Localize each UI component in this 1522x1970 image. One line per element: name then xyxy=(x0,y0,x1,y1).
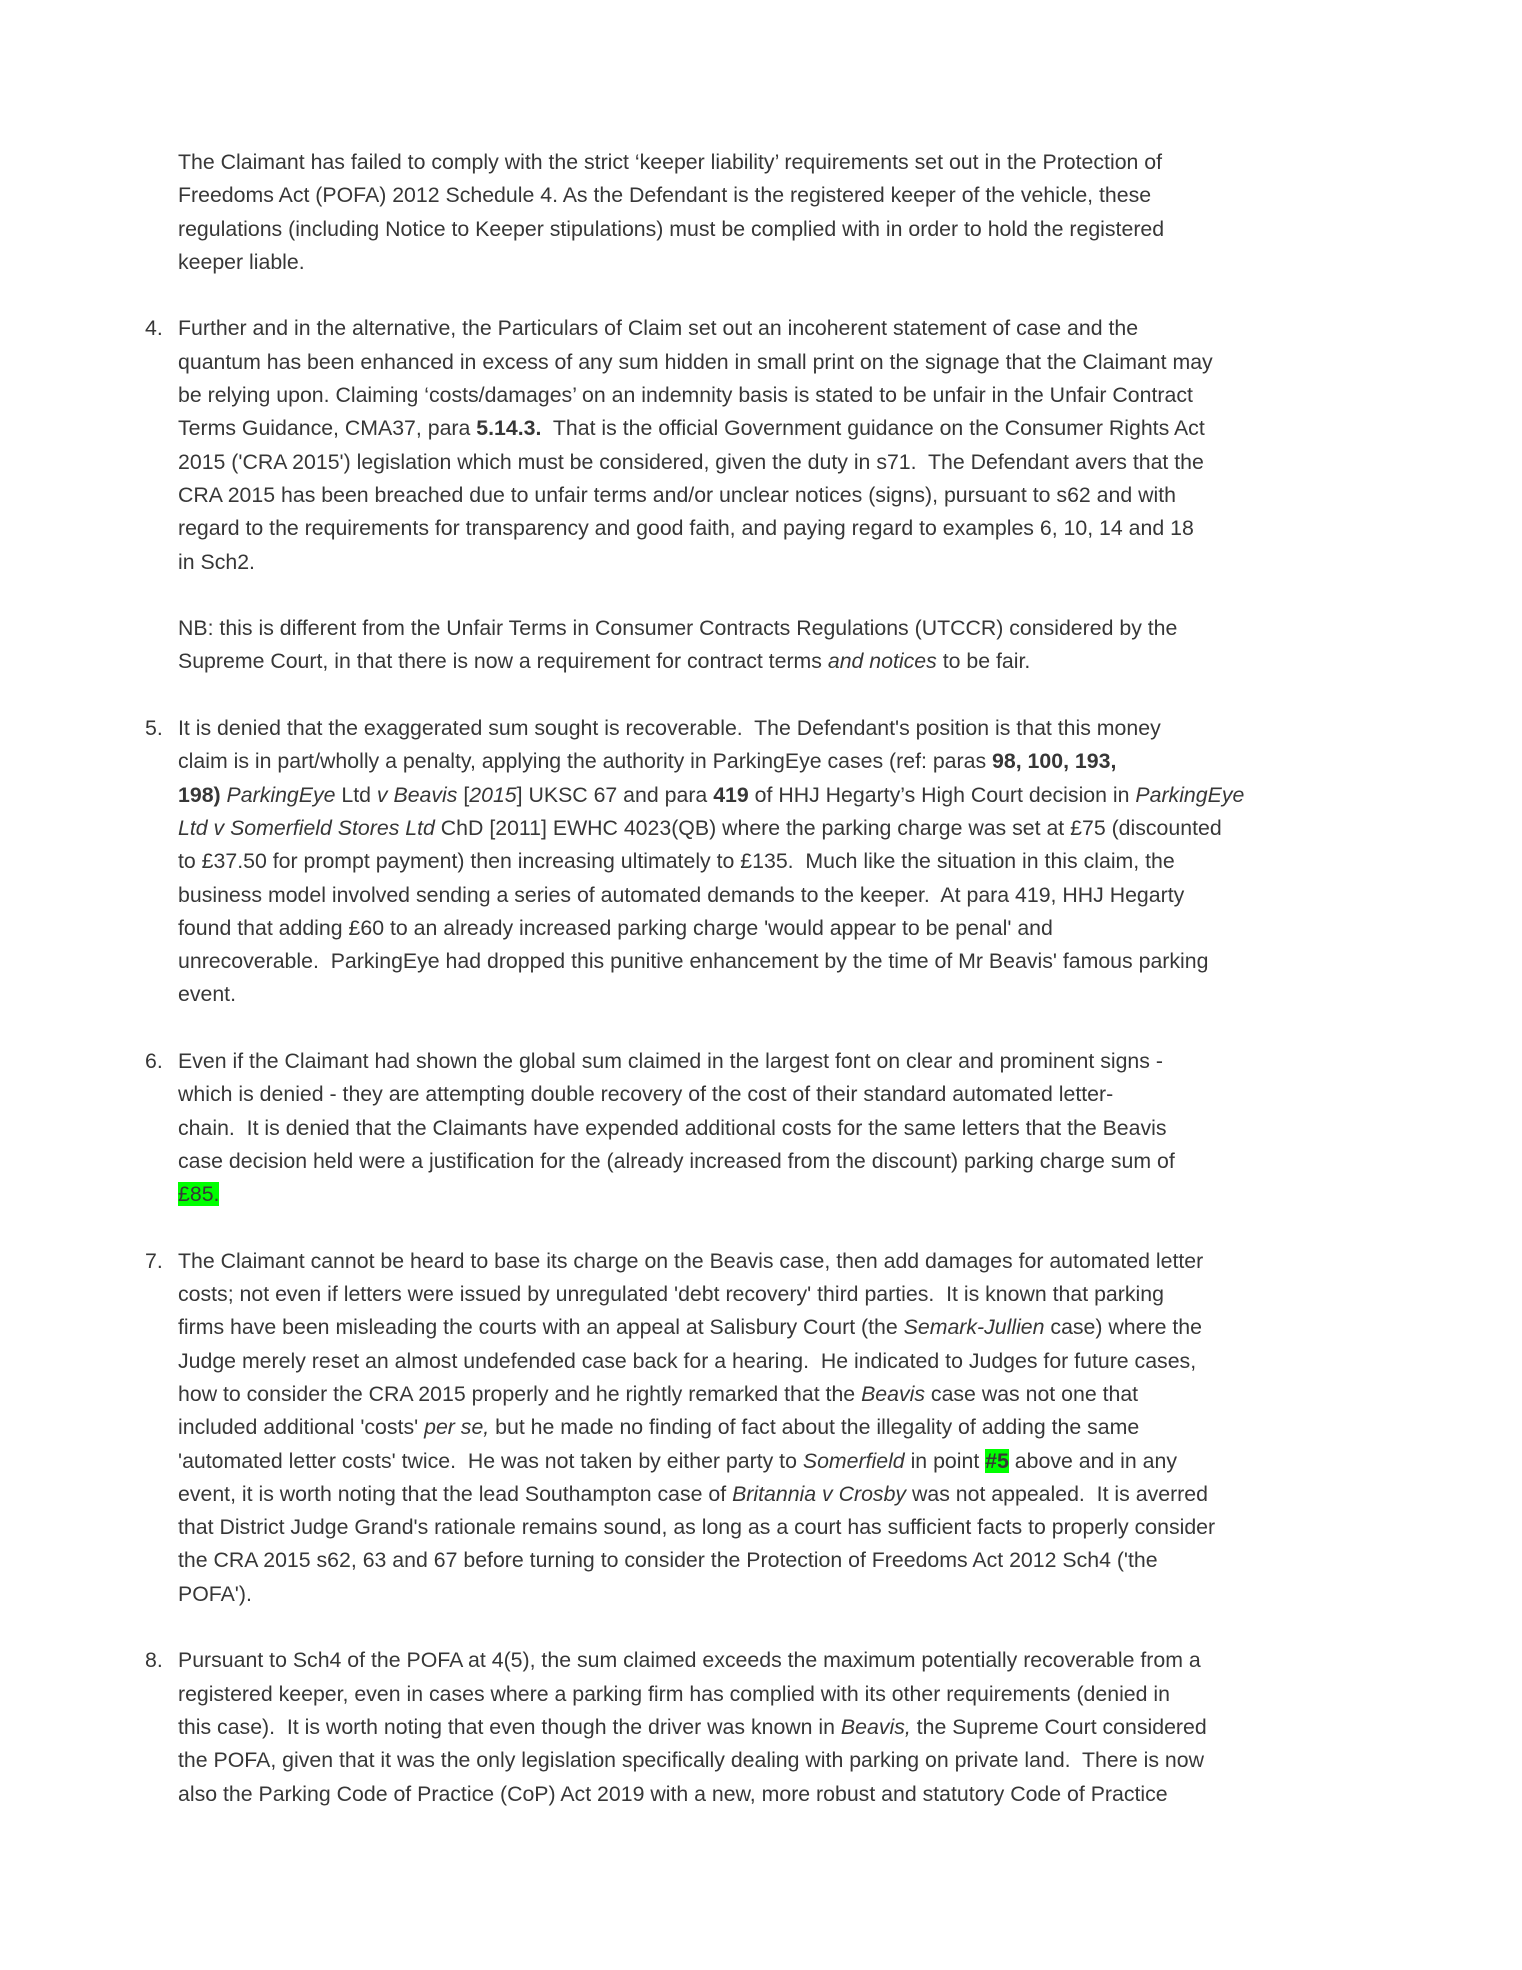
text-segment: the Supreme Court considered xyxy=(910,1714,1207,1739)
numbered-paragraph xyxy=(145,1045,1358,1211)
text-segment: also the Parking Code of Practice (CoP) Act 2019 with a new, more robust and statutory Code of Practice xyxy=(178,1781,1168,1806)
text-line xyxy=(178,246,1358,279)
paragraph-text xyxy=(178,712,1358,1012)
highlighted-text: #5 xyxy=(985,1448,1009,1473)
text-segment: keeper liable. xyxy=(178,249,305,274)
text-line xyxy=(178,1678,1358,1711)
text-line xyxy=(178,745,1358,778)
text-segment: 'automated letter costs' twice. He was not taken by either party to xyxy=(178,1448,803,1473)
paragraph-text xyxy=(178,1045,1358,1211)
text-segment: firms have been misleading the courts with an appeal at Salisbury Court (the xyxy=(178,1315,904,1340)
text-segment: costs; not even if letters were issued by unregulated 'debt recovery' third parties. It is known that parking xyxy=(178,1282,1164,1307)
text-segment: which is denied - they are attempting double recovery of the cost of their standard automated letter- xyxy=(178,1082,1114,1107)
text-line xyxy=(178,1644,1358,1677)
text-segment: in point xyxy=(904,1448,986,1473)
document-page-content xyxy=(145,146,1358,1844)
text-segment: ParkingEye xyxy=(226,782,336,807)
text-segment: quantum has been enhanced in excess of any sum hidden in small print on the signage that the Claimant may xyxy=(178,349,1213,374)
text-line xyxy=(178,179,1358,212)
text-line xyxy=(178,346,1358,379)
text-segment: The Claimant cannot be heard to base its charge on the Beavis case, then add damages for automated letter xyxy=(178,1248,1204,1273)
text-segment: It is denied that the exaggerated sum sought is recoverable. The Defendant's position is that this money xyxy=(178,716,1161,741)
text-segment: Freedoms Act (POFA) 2012 Schedule 4. As the Defendant is the registered keeper of the vehicle, these xyxy=(178,183,1152,208)
text-segment: Somerfield xyxy=(802,1448,905,1473)
text-segment: Further and in the alternative, the Particulars of Claim set out an incoherent statement of case and the xyxy=(178,316,1139,341)
text-line xyxy=(178,1278,1358,1311)
text-line xyxy=(178,1411,1358,1444)
paragraph-text xyxy=(178,612,1358,679)
text-segment: per se, xyxy=(424,1415,490,1440)
text-segment: 419 xyxy=(713,782,749,807)
paragraph-number: 4. xyxy=(145,316,163,341)
text-segment: be relying upon. Claiming ‘costs/damages’ on an indemnity basis is stated to be unfair in the Unfair Contract xyxy=(178,383,1193,408)
text-segment: Terms Guidance, CMA37, para xyxy=(178,416,477,441)
text-segment: of HHJ Hegarty’s High Court decision in xyxy=(748,782,1136,807)
text-segment: POFA'). xyxy=(178,1581,252,1606)
text-segment: claim is in part/wholly a penalty, applying the authority in ParkingEye cases (ref: paras xyxy=(178,749,993,774)
text-segment: this case). It is worth noting that even though the driver was known in xyxy=(178,1714,841,1739)
text-line xyxy=(178,1744,1358,1777)
paragraph-number: 5. xyxy=(145,716,163,741)
text-segment: Supreme Court, in that there is now a requirement for contract terms xyxy=(178,649,828,674)
text-line xyxy=(178,1378,1358,1411)
text-segment: ] UKSC 67 and para xyxy=(516,782,714,807)
text-line xyxy=(178,1511,1358,1544)
text-segment: to £37.50 for prompt payment) then increasing ultimately to £135. Much like the situation in this claim, the xyxy=(178,849,1175,874)
text-segment: the POFA, given that it was the only legislation specifically dealing with parking on private land. There is now xyxy=(178,1748,1204,1773)
text-line xyxy=(178,1544,1358,1577)
numbered-paragraph xyxy=(145,1245,1358,1611)
text-segment: above and in any xyxy=(1008,1448,1178,1473)
text-segment: business model involved sending a series of automated demands to the keeper. At para 419, HHJ Hegarty xyxy=(178,882,1185,907)
paragraph-number: 6. xyxy=(145,1049,163,1074)
text-segment: 198) xyxy=(178,782,221,807)
text-segment: found that adding £60 to an already increased parking charge 'would appear to be penal' and xyxy=(178,915,1053,940)
text-line xyxy=(178,945,1358,978)
text-segment: v Beavis xyxy=(376,782,458,807)
text-segment: That is the official Government guidance on the Consumer Rights Act xyxy=(541,416,1205,441)
text-segment: Beavis xyxy=(861,1381,925,1406)
text-segment: Ltd xyxy=(335,782,377,807)
text-segment: regard to the requirements for transparency and good faith, and paying regard to examples 6, 10, 14 and 18 xyxy=(178,516,1194,541)
text-line xyxy=(178,379,1358,412)
text-line xyxy=(178,213,1358,246)
text-segment: chain. It is denied that the Claimants have expended additional costs for the same letters that the Beavis xyxy=(178,1115,1167,1140)
text-segment: Judge merely reset an almost undefended case back for a hearing. He indicated to Judges for future cases, xyxy=(178,1348,1197,1373)
text-line xyxy=(178,446,1358,479)
numbered-paragraph xyxy=(145,1644,1358,1810)
text-line xyxy=(178,845,1358,878)
text-line xyxy=(178,312,1358,345)
paragraph-number: 8. xyxy=(145,1648,163,1673)
text-line xyxy=(178,912,1358,945)
text-segment: Britannia v Crosby xyxy=(732,1481,907,1506)
paragraph xyxy=(178,146,1358,279)
text-line xyxy=(178,1245,1358,1278)
text-line xyxy=(178,412,1358,445)
text-segment: registered keeper, even in cases where a parking firm has complied with its other requirements (denied in xyxy=(178,1681,1170,1706)
text-segment: 5.14.3. xyxy=(476,416,542,441)
text-segment: included additional 'costs' xyxy=(178,1415,425,1440)
text-segment: [ xyxy=(457,782,470,807)
text-segment: Semark-Jullien xyxy=(903,1315,1045,1340)
text-line xyxy=(178,1578,1358,1611)
text-segment: case was not one that xyxy=(925,1381,1139,1406)
text-segment: that District Judge Grand's rationale remains sound, as long as a court has sufficient facts to properly consider xyxy=(178,1515,1216,1540)
text-line xyxy=(178,812,1358,845)
text-line xyxy=(178,1345,1358,1378)
text-segment: was not appealed. It is averred xyxy=(906,1481,1208,1506)
text-segment: how to consider the CRA 2015 properly and he rightly remarked that the xyxy=(178,1381,862,1406)
text-segment: regulations (including Notice to Keeper stipulations) must be complied with in order to hold the registered xyxy=(178,216,1165,241)
text-segment: 2015 xyxy=(469,782,517,807)
numbered-paragraph xyxy=(145,312,1358,578)
text-segment: but he made no finding of fact about the illegality of adding the same xyxy=(489,1415,1140,1440)
text-line xyxy=(178,512,1358,545)
text-line xyxy=(178,879,1358,912)
text-line xyxy=(178,1778,1358,1811)
text-segment: 2015 ('CRA 2015') legislation which must be considered, given the duty in s71. The Defendant avers that the xyxy=(178,449,1204,474)
text-segment: unrecoverable. ParkingEye had dropped this punitive enhancement by the time of Mr Beavis' famous parking xyxy=(178,949,1209,974)
paragraph-text xyxy=(178,146,1358,279)
text-line xyxy=(178,1178,1358,1211)
text-line xyxy=(178,1078,1358,1111)
text-segment: event, it is worth noting that the lead Southampton case of xyxy=(178,1481,733,1506)
paragraph-text xyxy=(178,1245,1358,1611)
text-segment: in Sch2. xyxy=(178,549,255,574)
paragraph xyxy=(178,612,1358,679)
text-line xyxy=(178,612,1358,645)
text-segment: Beavis, xyxy=(840,1714,911,1739)
text-line xyxy=(178,1711,1358,1744)
numbered-paragraph xyxy=(145,712,1358,1012)
text-segment: CRA 2015 has been breached due to unfair terms and/or unclear notices (signs), pursuant to s62 and with xyxy=(178,482,1177,507)
text-segment: case) where the xyxy=(1044,1315,1202,1340)
text-segment: event. xyxy=(178,982,237,1007)
text-line xyxy=(178,1311,1358,1344)
text-segment: Pursuant to Sch4 of the POFA at 4(5), the sum claimed exceeds the maximum potentially recoverable from a xyxy=(178,1648,1201,1673)
text-segment: the CRA 2015 s62, 63 and 67 before turning to consider the Protection of Freedoms Act 2012 Sch4 ('the xyxy=(178,1548,1158,1573)
text-segment: to be fair. xyxy=(936,649,1031,674)
text-line xyxy=(178,645,1358,678)
text-segment: Even if the Claimant had shown the global sum claimed in the largest font on clear and prominent signs - xyxy=(178,1049,1163,1074)
text-line xyxy=(178,1145,1358,1178)
text-line xyxy=(178,712,1358,745)
text-line xyxy=(178,146,1358,179)
text-segment: NB: this is different from the Unfair Terms in Consumer Contracts Regulations (UTCCR) considered by the xyxy=(178,616,1178,641)
text-segment: Ltd v Somerfield Stores Ltd xyxy=(178,815,435,840)
text-line xyxy=(178,1478,1358,1511)
text-segment: The Claimant has failed to comply with the strict ‘keeper liability’ requirements set out in the Protection of xyxy=(178,150,1163,174)
text-line xyxy=(178,546,1358,579)
paragraph-text xyxy=(178,1644,1358,1810)
highlighted-text: £85. xyxy=(178,1182,220,1207)
text-segment: ParkingEye xyxy=(1135,782,1245,807)
text-line xyxy=(178,1112,1358,1145)
text-segment: and notices xyxy=(827,649,937,674)
text-line xyxy=(178,1045,1358,1078)
paragraph-number: 7. xyxy=(145,1248,163,1273)
paragraph-text xyxy=(178,312,1358,578)
text-segment: 98, 100, 193, xyxy=(992,749,1117,774)
text-line xyxy=(178,1445,1358,1478)
text-segment: ChD [2011] EWHC 4023(QB) where the parking charge was set at £75 (discounted xyxy=(434,815,1222,840)
text-line xyxy=(178,978,1358,1011)
text-line xyxy=(178,479,1358,512)
text-segment: case decision held were a justification for the (already increased from the discount) parking charge sum of xyxy=(178,1148,1175,1173)
text-line xyxy=(178,779,1358,812)
